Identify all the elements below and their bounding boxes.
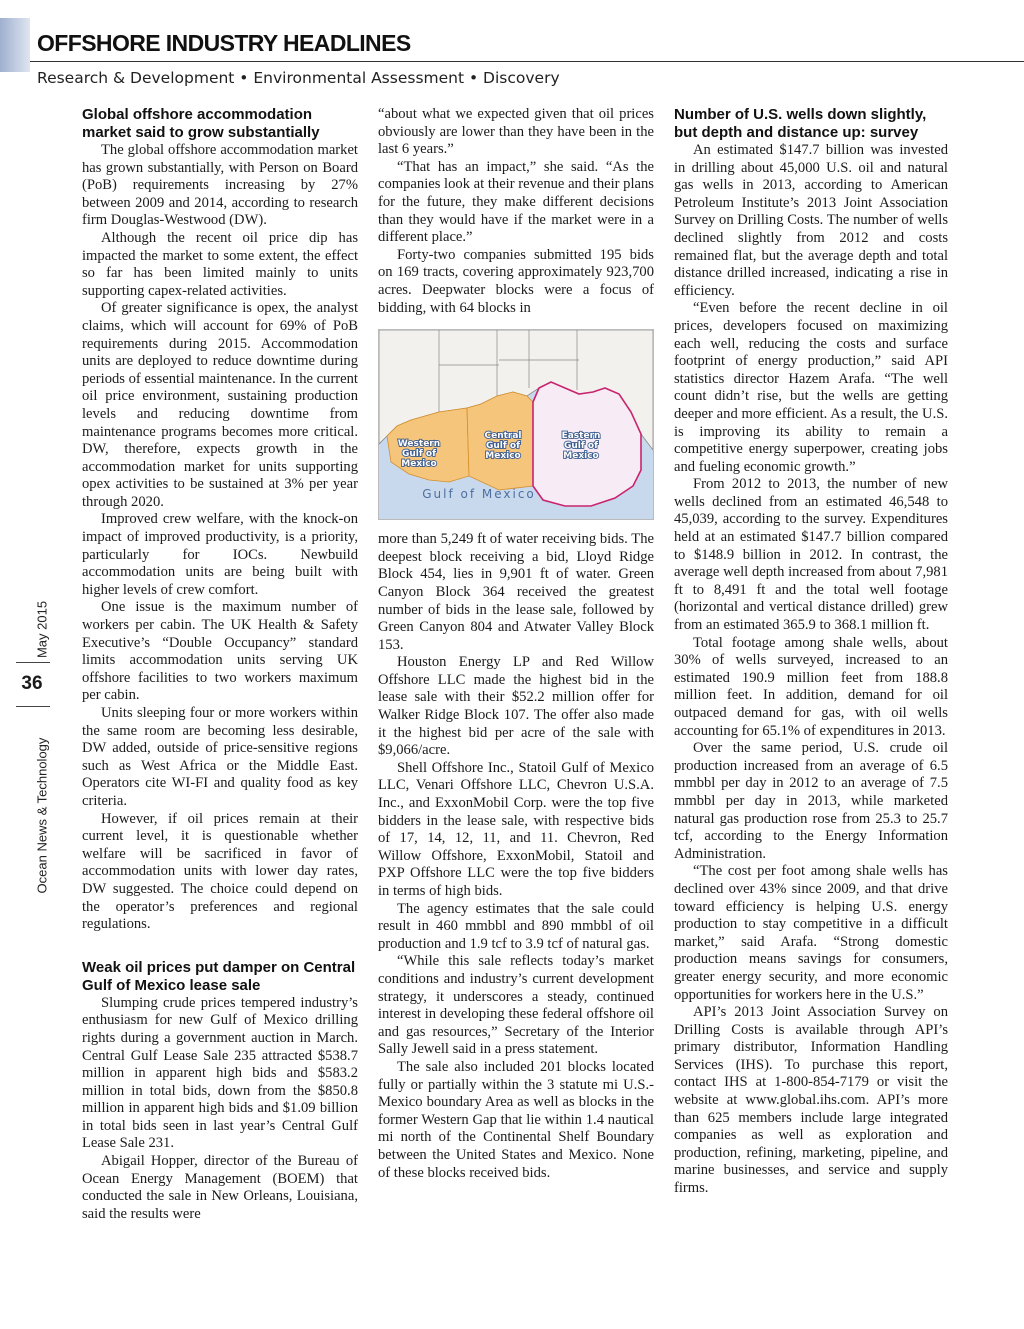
- article-paragraph: An estimated $147.7 billion was invested in drilling about 45,000 U.S. oil and natural gas wells in 2013, according to American Petroleum Institute’s 2013 Joint Association Survey on Drilling Costs. The number of wells declined slightly from 2012 and costs remained flat, but the average depth and total distance drilled increased, indicating a rise in efficiency.: [674, 142, 948, 299]
- column-1: [82, 106, 358, 1223]
- map-label-central: Gulf of: [485, 441, 521, 452]
- article-paragraph: Slumping crude prices tempered industry’s enthusiasm for new Gulf of Mexico drilling rights during a government auction in March. Central Gulf Lease Sale 235 attracted $538.7 million in apparent high bids and $583.2 million in total bids, down from the $850.8 million in apparent high bids and $1.09 billion in total bids seen in last year’s Central Gulf Lease Sale 231.: [82, 994, 358, 1152]
- map-label-gulf: Gulf of Mexico: [422, 487, 536, 502]
- page-sidebar: [2, 0, 64, 1329]
- page-number: 36: [21, 673, 43, 694]
- map-label-western: Gulf of: [401, 449, 437, 460]
- column-3: [674, 106, 948, 1198]
- article-paragraph: Abigail Hopper, director of the Bureau of Ocean Energy Management (BOEM) that conducted the sale in New Orleans, Louisiana, said the results were: [82, 1153, 358, 1222]
- sidebar-divider: [16, 706, 50, 707]
- article-paragraph: Improved crew welfare, with the knock-on impact of improved productivity, is a priority, particularly for IOCs. Newbuild accommodation units are being built with higher levels of crew comfort.: [82, 511, 358, 598]
- map-label-central: Mexico: [485, 451, 521, 462]
- map-label-western: Mexico: [401, 459, 437, 470]
- article-title-accommodation: Global offshore accommodation market said to grow substantially: [82, 106, 320, 141]
- section-subheader: Research & Development • Environmental Assessment • Discovery: [37, 69, 560, 87]
- map-label-eastern: Eastern: [561, 431, 601, 442]
- article-paragraph: “Even before the recent decline in oil prices, developers focused on maximizing each well, reducing the costs and surface footprint of energy production,” said API statistics director Hazem Arafa. “The well count didn’t rise, but the wells are getting deeper and more efficient. As a result, the U.S. is improving its ability to remain a competitive energy superpower, creating jobs and fueling economic growth.”: [674, 300, 948, 475]
- article-paragraph: “While this sale reflects today’s market conditions and industry’s current development strategy, it underscores a steady, continued interest in developing these federal offshore oil and gas resources,” Secretary of the Interior Sally Jewell said in a press statement.: [378, 953, 654, 1058]
- article-paragraph: Shell Offshore Inc., Statoil Gulf of Mexico LLC, Venari Offshore LLC, Chevron U.S.A. Inc., and ExxonMobil Corp. were the top five bidders in the lease sale, with respective bids of 17, 14, 12, 11, and 11. Chevron, Red Willow Offshore, ExxonMobil, Statoil and PXP Offshore LLC were the top five bidders in terms of high bids.: [378, 759, 654, 899]
- article-paragraph: Over the same period, U.S. crude oil production increased from an average of 6.5 mmbbl per day in 2012 to an average of 7.5 mmbbl per day in 2013, while marketed natural gas production rose from 25.3 to 25.7 tcf, according to the Energy Information Administration.: [674, 740, 948, 862]
- article-paragraph: However, if oil prices remain at their current level, it is questionable whether welfare will be sacrificed in favor of accommodation units with lower day rates, DW suggested. The choice could depend on the operator’s preferences and regional regulations.: [82, 810, 358, 933]
- issue-date: May 2015: [34, 600, 50, 659]
- article-paragraph: “about what we expected given that oil prices obviously are lower than they have been in the last 6 years.”: [378, 106, 654, 158]
- article-paragraph: Of greater significance is opex, the analyst claims, which will account for 69% of PoB requirements during 2015. Accommodation units are deployed to reduce downtime during periods of essential maintenance. In the current oil price environment, sustaining production levels and reducing downtime from maintenance programs becomes more critical. DW, therefore, expects growth in the accommodation market for units supporting opex activities to be sustained at 3% per year through 2020.: [82, 300, 358, 510]
- article-paragraph: more than 5,249 ft of water receiving bids. The deepest block receiving a bid, Lloyd Ridge Block 454, lies in 9,901 ft of water. Green Canyon Block 364 received the greatest number of bids in the lease sale, followed by Green Canyon 804 and Atwater Valley Block 153.: [378, 531, 654, 653]
- article-paragraph: The agency estimates that the sale could result in 460 mmbbl and 890 mmbbl of oil production and 1.9 tcf to 3.9 tcf of natural gas.: [378, 900, 654, 952]
- article-paragraph: From 2012 to 2013, the number of new wells declined from an estimated 46,548 to 45,039, according to the survey. Expenditures held at an estimated $147.7 billion compared to $148.9 billion in 2012. In contrast, the average well depth increased from about 7,981 ft to 8,491 ft and the total well footage (horizontal and vertical distance drilled) grew from an estimated 365.9 to 368.1 million ft.: [674, 476, 948, 634]
- article-paragraph: Total footage among shale wells, about 30% of wells surveyed, increased to an estimated 190.9 million feet from 188.8 million feet. In addition, demand for oil outpaced demand for gas, with oil wells accounting for 65.1% of expenditures in 2013.: [674, 634, 948, 739]
- article-title-us-wells: Number of U.S. wells down slightly, but depth and distance up: survey: [674, 106, 927, 141]
- map-label-western: Western: [397, 439, 441, 450]
- header-rule: [30, 61, 1024, 62]
- article-paragraph: The sale also included 201 blocks located fully or partially within the 3 statute mi U.S.-Mexico boundary Area as well as blocks in the former Western Gap that lie within 1.4 nautical mi north of the Continental Shelf Boundary between the United States and Mexico. None of these blocks received bids.: [378, 1058, 654, 1181]
- article-paragraph: Units sleeping four or more workers within the same room are becoming less desirable, DW added, outside of price-sensitive regions such as West Africa or the Middle East. Operators cite WI-FI and quality food as key criteria.: [82, 705, 358, 809]
- map-label-central: Central: [484, 431, 522, 442]
- map-label-eastern: Mexico: [563, 451, 599, 462]
- journal-name: Ocean News & Technology: [34, 737, 50, 894]
- article-paragraph: One issue is the maximum number of workers per cabin. The UK Health & Safety Executive’s “Double Occupancy” standard limits accommodation units serving UK offshore facilities to two workers maximum per cabin.: [82, 599, 358, 704]
- article-paragraph: “The cost per foot among shale wells has declined over 43% since 2009, and that drive toward efficiency is helping U.S. energy production to stay competitive in a difficult market,” said Arafa. “Strong domestic production means savings for consumers, greater energy security, and more economic opportunities for workers here in the U.S.”: [674, 863, 948, 1003]
- article-paragraph: Forty-two companies submitted 195 bids on 169 tracts, covering approximately 923,700 acres. Deepwater blocks were a focus of bidding, with 64 blocks in: [378, 246, 654, 316]
- article-paragraph: Houston Energy LP and Red Willow Offshore LLC made the highest bid in the lease sale with their $52.2 million offer for Walker Ridge Block 107. The offer also made it the highest bid per acre of the sale with $9,066/acre.: [378, 654, 654, 759]
- column-2: [378, 106, 654, 1182]
- article-title-lease-sale: Weak oil prices put damper on Central Gulf of Mexico lease sale: [82, 958, 356, 994]
- gulf-of-mexico-map: [378, 329, 654, 520]
- article-paragraph: API’s 2013 Joint Association Survey on Drilling Costs is available through API’s primary distributor, Information Handling Services (IHS). To purchase this report, contact IHS at 1-800-854-7179 or visit the website at www.global.ihs.com. API’s more than 625 members include large integrated companies as well as exploration and production, refining, marketing, pipeline, and marine businesses, and service and supply firms.: [674, 1004, 948, 1197]
- article-paragraph: Although the recent oil price dip has impacted the market to some extent, the effect so far has been limited mainly to units supporting capex-related activities.: [82, 229, 358, 299]
- article-paragraph: “That has an impact,” she said. “As the companies look at their revenue and their plans for the future, they make different decisions than they would have if the market were in a different place.”: [378, 158, 654, 246]
- section-headline: OFFSHORE INDUSTRY HEADLINES: [37, 30, 411, 56]
- sidebar-divider: [16, 662, 50, 663]
- article-paragraph: The global offshore accommodation market has grown substantially, with Person on Board (PoB) requirements increasing by 27% between 2009 and 2014, according to research firm Douglas-Westwood (DW).: [82, 142, 358, 229]
- map-label-eastern: Gulf of: [563, 441, 599, 452]
